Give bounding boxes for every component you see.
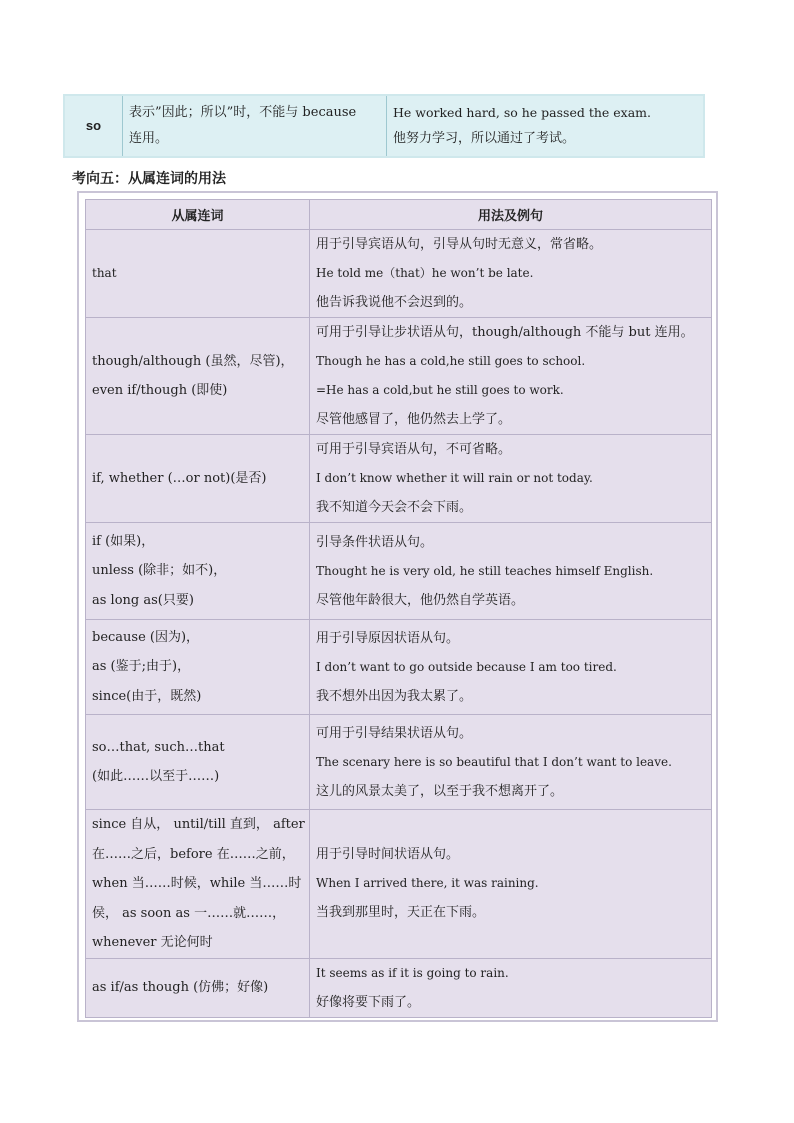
text-line: I don’t know whether it will rain or not today.: [316, 471, 593, 485]
text-line: (如此……以至于……): [92, 769, 220, 784]
usage-cell: [310, 435, 712, 523]
table-row: [86, 810, 712, 959]
conj-cell: [86, 318, 310, 435]
text-line: 当我到那里时，天正在下雨。: [316, 905, 486, 921]
usage-cell: [310, 318, 712, 435]
conj-cell: [86, 958, 310, 1017]
text-line: as long as(只要): [92, 592, 194, 608]
text-line: 好像将要下雨了。: [316, 994, 421, 1010]
text-line: 可用于引导宾语从句，不可省略。: [316, 442, 512, 457]
usage-cell: [310, 810, 712, 959]
so-row-table: [63, 94, 705, 158]
text-line: Thought he is very old, he still teaches himself English.: [316, 563, 654, 578]
text-line: if (如果)，: [92, 533, 155, 549]
conjunction-table: [85, 199, 712, 1018]
text-line: that: [92, 265, 117, 280]
text-line: 尽管他年龄很大，他仍然自学英语。: [316, 592, 525, 608]
text-line: though/although (虽然，尽管)，: [92, 353, 294, 369]
text-line: Though he has a cold,he still goes to school.: [316, 354, 586, 368]
text-line: 在……之后，before 在……之前，: [92, 846, 295, 862]
text-line: 他告诉我说他不会迟到的。: [316, 295, 473, 310]
conj-so: so: [65, 96, 123, 156]
text-line: 表示”因此；所以”时，不能与 because: [129, 105, 357, 120]
text-line: as (鉴于;由于)，: [92, 659, 191, 675]
text-line: 可用于引导让步状语从句，though/although 不能与 but 连用。: [316, 325, 694, 340]
text-line: because (因为)，: [92, 629, 200, 645]
section-title: 考向五：从属连词的用法: [72, 171, 226, 187]
so-example: [387, 96, 703, 156]
text-line: When I arrived there, it was raining.: [316, 876, 539, 891]
text-line: whenever 无论何时: [92, 935, 213, 950]
so-example-en: He worked hard, so he passed the exam.: [393, 105, 652, 120]
usage-cell: [310, 715, 712, 810]
usage-cell: [310, 523, 712, 620]
text-line: I don’t want to go outside because I am too tired.: [316, 659, 617, 674]
text-line: as if/as though (仿佛；好像): [92, 979, 269, 995]
usage-cell: [310, 958, 712, 1017]
table-row: [86, 318, 712, 435]
text-line: 这儿的风景太美了，以至于我不想离开了。: [316, 783, 564, 799]
text-line: He told me（that）he won’t be late.: [316, 266, 534, 280]
text-line: since 自从， until/till 直到， after: [92, 817, 305, 832]
table-row: [86, 958, 712, 1017]
text-line: =He has a cold,but he still goes to work.: [316, 383, 564, 397]
text-line: 我不知道今天会不会下雨。: [316, 500, 473, 515]
usage-cell: [310, 620, 712, 715]
text-line: when 当……时候，while 当……时: [92, 876, 302, 891]
text-line: even if/though (即使): [92, 383, 228, 398]
text-line: since(由于，既然): [92, 688, 202, 704]
conj-cell: [86, 523, 310, 620]
conj-cell: [86, 230, 310, 318]
table-row: [86, 230, 712, 318]
table-row: [86, 715, 712, 810]
text-line: unless (除非；如不)，: [92, 563, 227, 579]
usage-cell: [310, 230, 712, 318]
table-header-row: [86, 200, 712, 230]
conj-cell: [86, 620, 310, 715]
so-example-zh: 他努力学习，所以通过了考试。: [393, 131, 576, 146]
header-usage: 用法及例句: [310, 200, 712, 230]
header-conjunction: 从属连词: [86, 200, 310, 230]
text-line: 用于引导时间状语从句。: [316, 847, 460, 863]
conjunction-table-frame: [77, 191, 718, 1022]
conj-cell: [86, 435, 310, 523]
table-row: [86, 435, 712, 523]
text-line: 侯， as soon as 一……就……，: [92, 905, 286, 921]
text-line: 用于引导宾语从句，引导从句时无意义，常省略。: [316, 237, 603, 252]
text-line: The scenary here is so beautiful that I don’t want to leave.: [316, 754, 672, 769]
text-line: It seems as if it is going to rain.: [316, 965, 509, 980]
text-line: 连用。: [129, 131, 169, 146]
conj-cell: [86, 810, 310, 959]
text-line: 引导条件状语从句。: [316, 534, 434, 550]
text-line: 用于引导原因状语从句。: [316, 630, 460, 646]
text-line: 尽管他感冒了，他仍然去上学了。: [316, 412, 512, 427]
text-line: if, whether (…or not)(是否): [92, 470, 267, 486]
conj-cell: [86, 715, 310, 810]
text-line: 我不想外出因为我太累了。: [316, 688, 473, 704]
table-row: [86, 620, 712, 715]
text-line: so…that, such…that: [92, 739, 225, 755]
text-line: 可用于引导结果状语从句。: [316, 725, 473, 741]
table-row: [86, 523, 712, 620]
so-usage: [123, 96, 387, 156]
